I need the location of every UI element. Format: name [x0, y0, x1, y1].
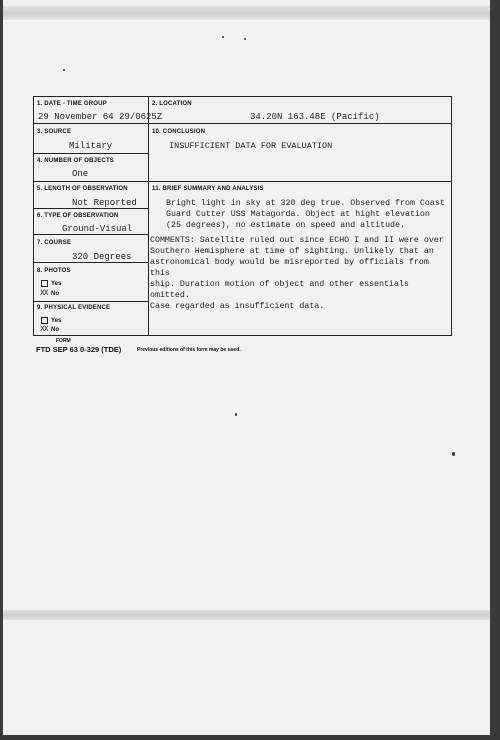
comments-line: Case regarded as insufficient data.	[150, 302, 325, 311]
number-of-objects-value: One	[72, 169, 89, 179]
comments-line: COMMENTS: Satellite ruled out since ECHO I and II were over	[150, 236, 444, 245]
row-divider	[34, 181, 149, 182]
row-divider	[148, 123, 451, 124]
scan-speck	[452, 452, 455, 456]
form-word: FORM	[56, 338, 71, 344]
scan-artifact-band	[3, 6, 490, 20]
row-divider	[34, 208, 149, 209]
comments-line: astronomical body would be misreported by officials from this	[150, 258, 429, 278]
type-of-observation-label: 6. TYPE OF OBSERVATION	[37, 213, 119, 219]
form-code: FTD SEP 63 0-329 (TDE)	[36, 345, 122, 354]
row-divider	[34, 153, 149, 154]
comments-text	[150, 235, 451, 312]
source-label: 3. SOURCE	[37, 129, 72, 135]
photos-no-mark: XX	[40, 289, 48, 298]
summary-text	[166, 198, 445, 231]
photos-no-checkbox	[40, 289, 59, 298]
length-of-observation-label: 5. LENGTH OF OBSERVATION	[37, 186, 128, 192]
row-divider	[34, 301, 149, 302]
summary-line: Bright light in sky at 320 deg true. Observed from Coast	[166, 199, 445, 208]
scan-speck	[63, 69, 65, 71]
course-label: 7. COURSE	[37, 240, 72, 246]
summary-line: Guard Cutter USS Matagorda. Object at hight elevation	[166, 210, 430, 219]
photos-no-label: No	[51, 291, 59, 297]
physical-evidence-yes-label: Yes	[51, 318, 62, 325]
scan-artifact-band	[3, 610, 490, 620]
location-value: 34.20N 163.48E (Pacific)	[250, 112, 380, 122]
course-value: 320 Degrees	[72, 252, 132, 262]
scan-speck	[222, 36, 224, 38]
scan-speck	[235, 413, 237, 416]
ufo-report-form	[33, 96, 452, 336]
row-divider	[34, 234, 149, 235]
type-of-observation-value: Ground-Visual	[62, 224, 133, 234]
physical-evidence-no-mark: XX	[40, 325, 48, 334]
physical-evidence-yes-checkbox	[41, 317, 61, 324]
row-divider	[34, 262, 149, 263]
number-of-objects-label: 4. NUMBER OF OBJECTS	[37, 158, 115, 164]
date-time-group-label: 1. DATE - TIME GROUP	[37, 101, 107, 107]
conclusion-value: INSUFFICIENT DATA FOR EVALUATION	[169, 141, 333, 151]
conclusion-label: 10. CONCLUSION	[152, 129, 206, 135]
source-value: Military	[69, 141, 113, 151]
column-divider	[148, 97, 149, 335]
checkbox-box	[41, 317, 48, 324]
date-time-group-value: 29 November 64 29/0625Z	[38, 112, 163, 122]
comments-line: Southern Hemisphere at time of sighting. Unlikely that an	[150, 247, 434, 256]
length-of-observation-value: Not Reported	[72, 198, 137, 208]
comments-line: ship. Duration motion of object and other essentials omitted.	[150, 280, 409, 300]
summary-label: 11. BRIEF SUMMARY AND ANALYSIS	[152, 186, 264, 192]
physical-evidence-no-checkbox	[40, 325, 59, 334]
row-divider	[34, 123, 149, 124]
form-note: Previous editions of this form may be used.	[137, 347, 241, 353]
photos-yes-label: Yes	[51, 281, 62, 288]
photos-yes-checkbox	[41, 280, 61, 287]
location-label: 2. LOCATION	[152, 101, 192, 107]
scan-speck	[244, 38, 246, 40]
photos-label: 8. PHOTOS	[37, 268, 71, 274]
physical-evidence-label: 9. PHYSICAL EVIDENCE	[37, 305, 111, 311]
row-divider	[148, 181, 451, 182]
document-page	[3, 0, 490, 735]
checkbox-box	[41, 280, 48, 287]
summary-line: (25 degrees), no estimate on speed and altitude.	[166, 221, 405, 230]
physical-evidence-no-label: No	[51, 327, 59, 333]
